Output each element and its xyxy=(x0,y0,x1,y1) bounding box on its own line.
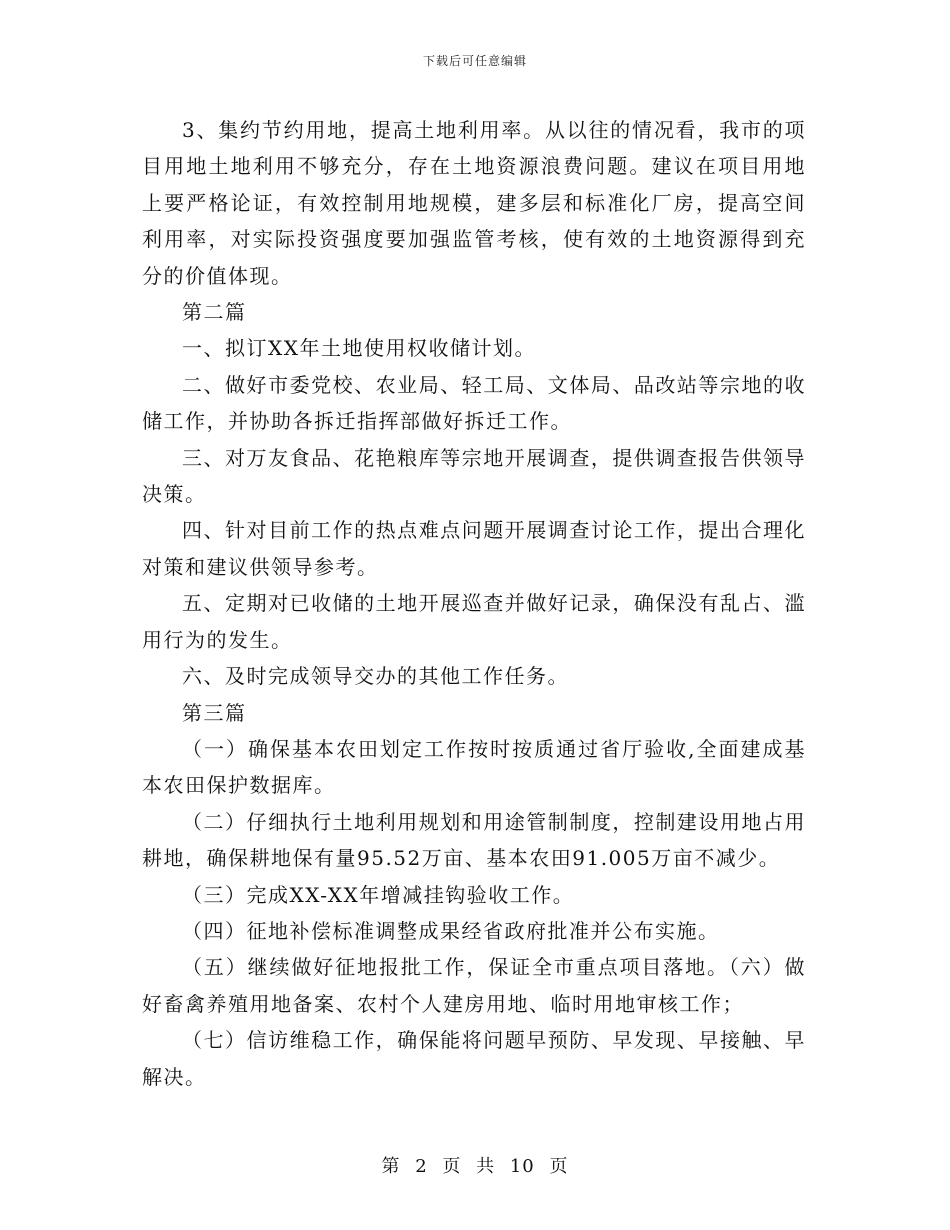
paragraph: （三）完成XX-XX年增减挂钩验收工作。 xyxy=(182,882,575,907)
page-header: 下载后可任意编辑 xyxy=(422,54,527,68)
paragraph: 3、集约节约用地，提高土地利用率。从以往的情况看，我市的项目用地土地利用不够充分，存在土地资源浪费问题。建议在项目用地上要严格论证，有效控制用地规模，建多层和标准化厂房，提高空间利用率，对实际投资强度要加强监管考核，使有效的土地资源得到充分的价值体现。 xyxy=(142,118,806,288)
paragraph: 一、拟订XX年土地使用权收储计划。 xyxy=(182,336,536,361)
paragraph: 六、及时完成领导交办的其他工作任务。 xyxy=(182,664,569,689)
paragraph: （七）信访维稳工作，确保能将问题早预防、早发现、早接触、早解决。 xyxy=(142,1028,806,1089)
document-body xyxy=(142,112,806,1095)
section-heading: 第二篇 xyxy=(182,300,247,325)
paragraph: （四）征地补偿标准调整成果经省政府批准并公布实施。 xyxy=(182,918,720,943)
paragraph: （二）仔细执行土地利用规划和用途管制制度，控制建设用地占用耕地，确保耕地保有量95.52万亩、基本农田91.005万亩不减少。 xyxy=(142,809,806,871)
section-heading: 第三篇 xyxy=(182,700,247,725)
page-number-footer: 第 2 页 共 10 页 xyxy=(381,1156,569,1177)
paragraph: 二、做好市委党校、农业局、轻工局、文体局、品改站等宗地的收储工作，并协助各拆迁指挥部做好拆迁工作。 xyxy=(142,372,806,434)
paragraph: （五）继续做好征地报批工作，保证全市重点项目落地。（六）做好畜禽养殖用地备案、农村个人建房用地、临时用地审核工作； xyxy=(142,955,806,1016)
paragraph: 三、对万友食品、花艳粮库等宗地开展调查，提供调查报告供领导决策。 xyxy=(142,445,806,507)
paragraph: 四、针对目前工作的热点难点问题开展调查讨论工作，提出合理化对策和建议供领导参考。 xyxy=(142,518,806,579)
paragraph: （一）确保基本农田划定工作按时按质通过省厅验收,全面建成基本农田保护数据库。 xyxy=(142,736,806,798)
paragraph: 五、定期对已收储的土地开展巡查并做好记录，确保没有乱占、滥用行为的发生。 xyxy=(142,591,806,652)
